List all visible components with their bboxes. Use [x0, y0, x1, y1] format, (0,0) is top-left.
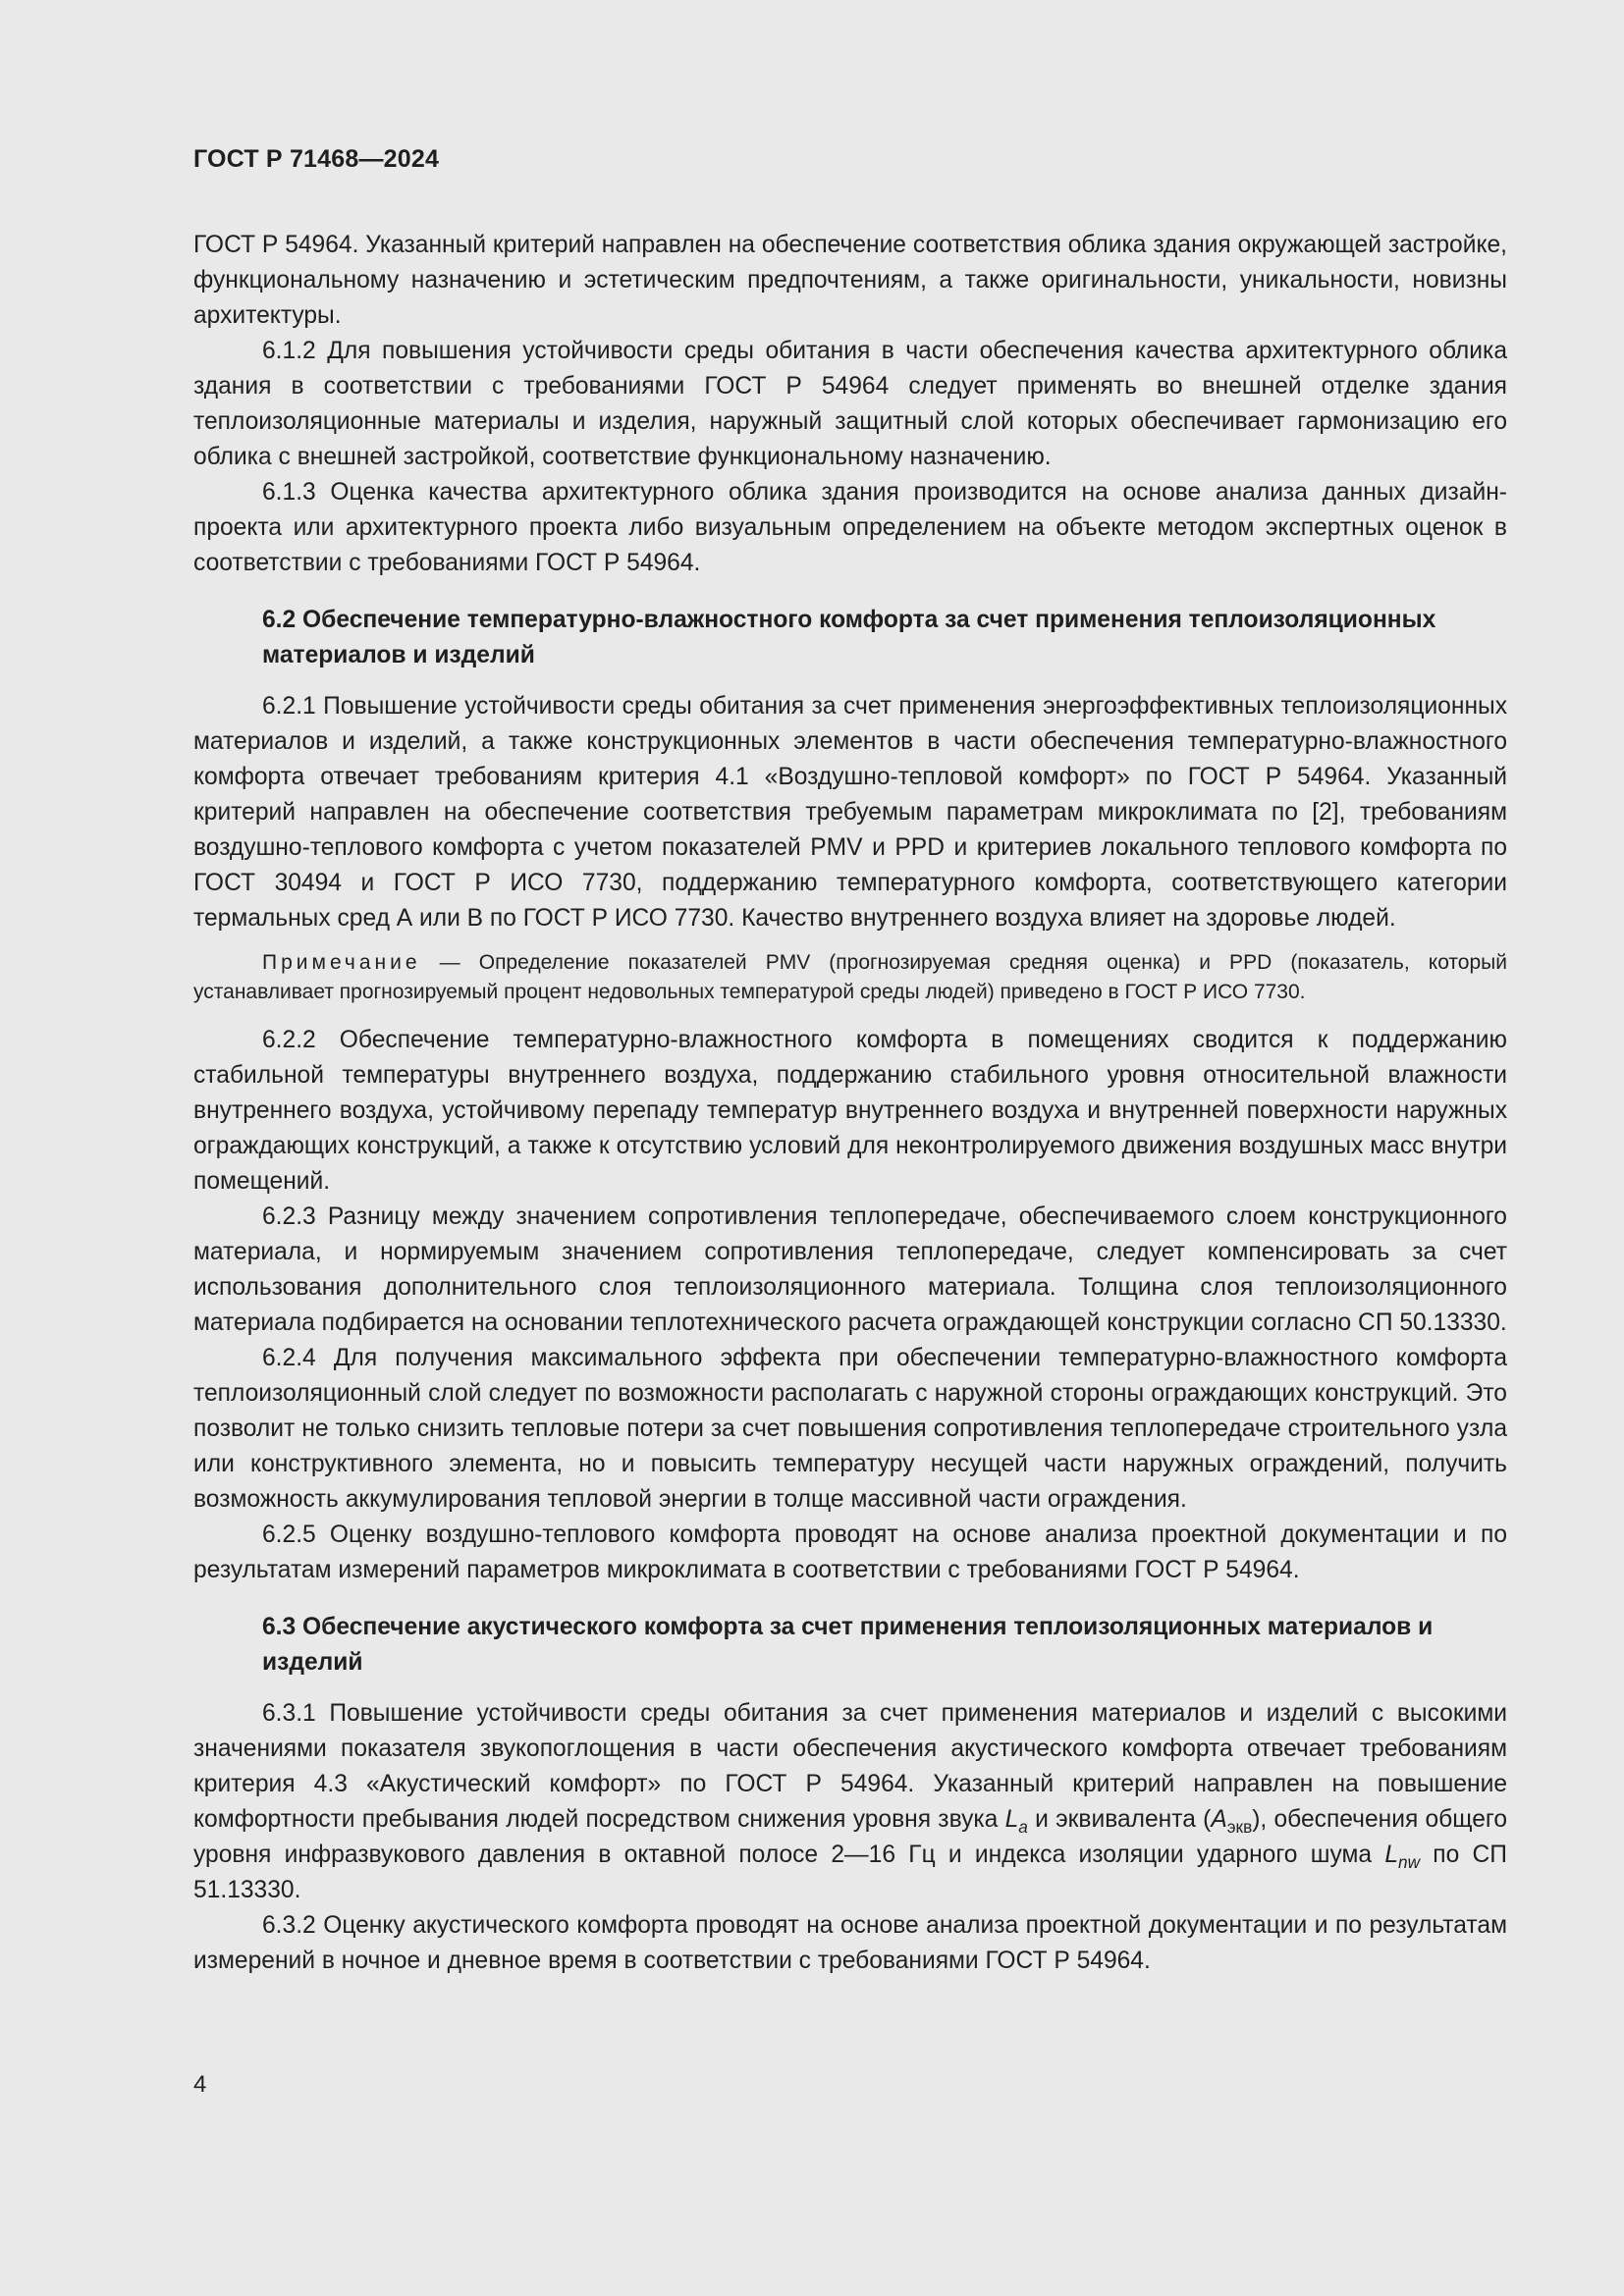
paragraph-6-2-5: 6.2.5 Оценку воздушно-теплового комфорта проводят на основе анализа проектной документации и по результатам измерений параметров микроклимата в соответствии с требованиями ГОСТ Р 54964. — [193, 1522, 1507, 1583]
paragraph-continuation: ГОСТ Р 54964. Указанный критерий направлен на обеспечение соответствия облика здания окружающей застройке, функциональному назначению и эстетическим предпочтениям, а также оригинальности, уникальности, новизны архитектуры. — [193, 232, 1507, 329]
paragraph-6-3-2: 6.3.2 Оценку акустического комфорта проводят на основе анализа проектной документации и по результатам измерений в ночное и дневное время в соответствии с требованиями ГОСТ Р 54964. — [193, 1912, 1507, 1974]
section-heading-6-3: 6.3 Обеспечение акустического комфорта за счет применения теплоизоляционных материалов и изделий — [262, 1614, 1434, 1676]
p631-text-3: ), обеспечения общего уровня инфразвукового давления в октавной полосе 2—16 Гц и индекса изоляции ударного шума — [193, 1806, 1507, 1868]
paragraph-6-2-1: 6.2.1 Повышение устойчивости среды обитания за счет применения энергоэффективных теплоизоляционных материалов и изделий, а также конструкционных элементов в части обеспечения температурно-влажностного комфорта отвечает требованиям критерия 4.1 «Воздушно-тепловой комфорт» по ГОСТ Р 54964. Указанный критерий направлен на обеспечение соответствия требуемым параметрам микроклимата по [2], требованиям воздушно-теплового комфорта с учетом показателей PMV и PPD и критериев локального теплового комфорта по ГОСТ 30494 и ГОСТ Р ИСО 7730, поддержанию температурного комфорта, соответствующего категории термальных сред А или В по ГОСТ Р ИСО 7730. Качество внутреннего воздуха влияет на здоровье людей. — [193, 693, 1507, 932]
paragraph-6-2-2: 6.2.2 Обеспечение температурно-влажностного комфорта в помещениях сводится к поддержанию стабильной температуры внутреннего воздуха, поддержанию стабильного уровня относительной влажности внутреннего воздуха, устойчивому перепаду температур внутреннего воздуха и внутренней поверхности наружных ограждающих конструкций, а также к отсутствию условий для неконтролируемого движения воздушных масс внутри помещений. — [193, 1027, 1507, 1195]
note-block — [193, 948, 1507, 1007]
note-label: Примечание — [262, 951, 421, 974]
paragraph-6-2-4: 6.2.4 Для получения максимального эффекта при обеспечении температурно-влажностного комфорта теплоизоляционный слой следует по возможности располагать с наружной стороны ограждающих конструкций. Это позволит не только снизить тепловые потери за счет повышения сопротивления теплопередаче строительного узла или конструктивного элемента, но и повысить температуру несущей части наружных ограждений, получить возможность аккумулирования тепловой энергии в толще массивной части ограждения. — [193, 1345, 1507, 1513]
p631-text-4: по СП 51.13330. — [193, 1842, 1507, 1903]
p631-text-1: 6.3.1 Повышение устойчивости среды обитания за счет применения материалов и изделий с высокими значениями показателя звукопоглощения в части обеспечения акустического комфорта отвечает требованиям критерия 4.3 «Акустический комфорт» по ГОСТ Р 54964. Указанный критерий направлен на повышение комфортности пребывания людей посредством снижения уровня звука — [193, 1700, 1507, 1833]
page-number: 4 — [193, 2071, 207, 2098]
paragraph-6-3-1 — [193, 1696, 1507, 1908]
equivalent-subscript: экв — [1226, 1816, 1253, 1837]
impact-noise-subscript: nw — [1398, 1851, 1421, 1872]
equivalent-symbol: A — [1211, 1806, 1227, 1833]
sound-level-subscript: a — [1018, 1816, 1028, 1837]
paragraph-6-1-3: 6.1.3 Оценка качества архитектурного облика здания производится на основе анализа данных дизайн-проекта или архитектурного проекта либо визуальным определением на объекте методом экспертных оценок в соответствии с требованиями ГОСТ Р 54964. — [193, 479, 1507, 576]
p631-text-2: и эквивалента ( — [1027, 1806, 1212, 1833]
document-body — [193, 228, 1507, 1979]
standard-header: ГОСТ Р 71468—2024 — [193, 145, 440, 173]
sound-level-symbol: L — [1004, 1806, 1019, 1833]
section-heading-6-2: 6.2 Обеспечение температурно-влажностного комфорта за счет применения теплоизоляционных материалов и изделий — [262, 607, 1436, 668]
paragraph-6-2-3: 6.2.3 Разницу между значением сопротивления теплопередаче, обеспечиваемого слоем конструкционного материала, и нормируемым значением сопротивления теплопередаче, следует компенсировать за счет использования дополнительного слоя теплоизоляционного материала. Толщина слоя теплоизоляционного материала подбирается на основании теплотехнического расчета ограждающей конструкции согласно СП 50.13330. — [193, 1203, 1507, 1336]
impact-noise-symbol: L — [1384, 1842, 1399, 1868]
paragraph-6-1-2: 6.1.2 Для повышения устойчивости среды обитания в части обеспечения качества архитектурного облика здания в соответствии с требованиями ГОСТ Р 54964 следует применять во внешней отделке здания теплоизоляционные материалы и изделия, наружный защитный слой которых обеспечивает гармонизацию его облика с внешней застройкой, соответствие функциональному назначению. — [193, 338, 1507, 470]
note-text: — Определение показателей PMV (прогнозируемая средняя оценка) и PPD (показатель, который устанавливает прогнозируемый процент недовольных температурой среды людей) приведено в ГОСТ Р ИСО 7730. — [193, 951, 1507, 1003]
